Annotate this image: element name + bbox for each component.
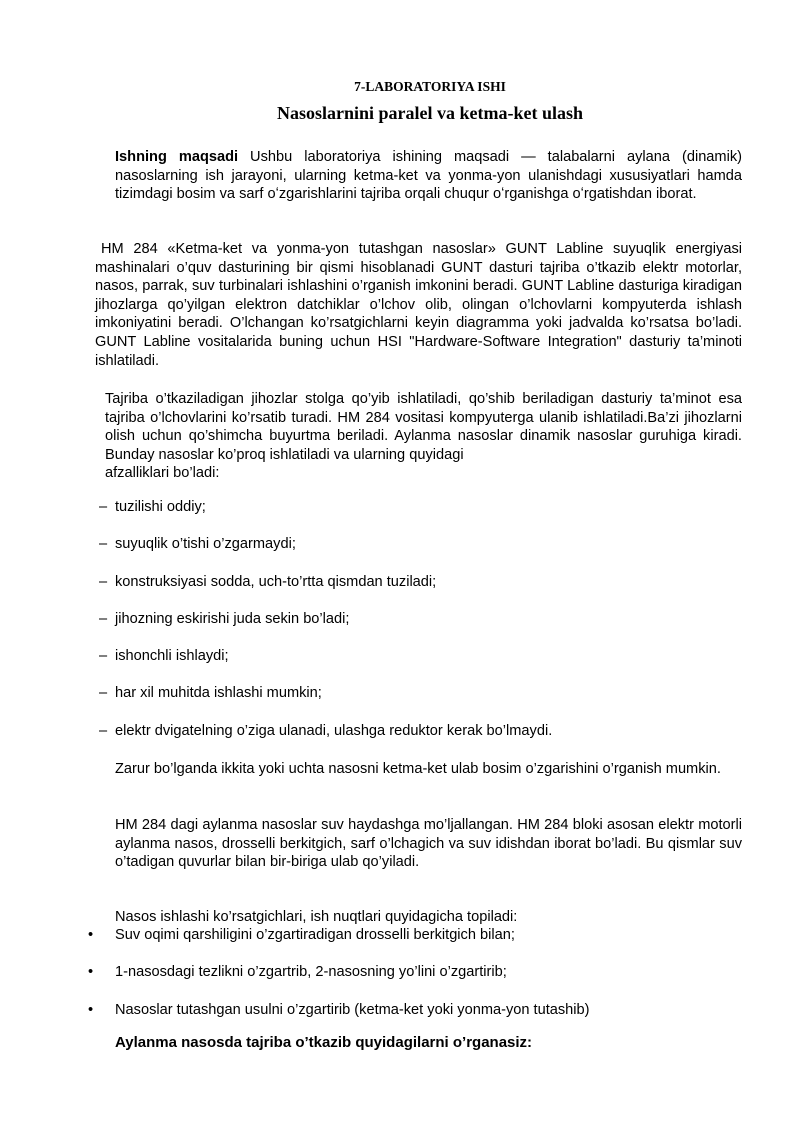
list-item-text: har xil muhitda ishlashi mumkin; (115, 685, 322, 702)
list-item (88, 926, 748, 963)
list-item (99, 535, 749, 572)
list-item (99, 684, 749, 721)
list-item-text: Suv oqimi qarshiligini o’zgartiradigan drosselli berkitgich bilan; (115, 927, 515, 943)
final-heading: Aylanma nasosda tajriba o’tkazib quyidagilarni o’rganasiz: (115, 1034, 533, 1051)
dash-marker: – (99, 536, 108, 553)
goal-paragraph (115, 148, 742, 204)
dash-marker: – (99, 648, 108, 665)
list-item (99, 722, 749, 759)
list-item (99, 573, 749, 610)
operating-points-intro: Nasos ishlashi ko’rsatgichlari, ish nuqtlari quyidagicha topiladi: (115, 909, 518, 925)
advantages-list (99, 498, 749, 759)
list-item (88, 963, 748, 1000)
list-item-text: tuzilishi oddiy; (115, 499, 206, 515)
document-title: Nasoslarnini paralel va ketma-ket ulash (276, 103, 584, 123)
list-item-text: suyuqlik o’tishi o’zgarmaydi; (115, 536, 296, 553)
dash-marker: – (99, 685, 108, 702)
list-item-text: elektr dvigatelning o’ziga ulanadi, ulashga reduktor kerak bo’lmaydi. (115, 722, 553, 739)
dash-marker: – (99, 722, 108, 739)
list-item (88, 1001, 748, 1038)
goal-text: Ushbu laboratoriya ishining maqsadi — talabalarni aylana (dinamik) nasoslarning ish jarayoni, ularning ketma-ket va yonma-yon ulanishdagi xususiyatlari hamda tizimdagi bosim va sarf oʻzgarishlarini tajriba orqali chuqur oʻrganishga oʻrgatishdan iborat. (115, 149, 742, 203)
dash-marker: – (99, 573, 108, 590)
hm284-paragraph: HM 284 dagi aylanma nasoslar suv haydashga mo’ljallangan. HM 284 bloki asosan elektr motorli aylanma nasos, drosselli berkitgich, sarf o’lchagich va suv idishdan iborat bo’ladi. Bu qismlar suv o’tadigan quvurlar bilan bir-biriga ulab qo’yiladi. (115, 817, 742, 871)
equipment-text: Tajriba o’tkaziladigan jihozlar stolga qo’yib ishlatiladi, qo’shib beriladigan dasturiy ta’minot esa tajriba o’lchovlarini ko’rsatib turadi. HM 284 vositasi kompyuterga ulanib ishlatiladi.Ba’zi jihozlarni olish uchun qo’shimcha buyurtma beriladi. Aylanma nasoslar dinamik nasoslar guruhiga kiradi. Bunday nasoslar ko’proq ishlatiladi va ularning quyidagi (105, 391, 742, 463)
intro-paragraph: HM 284 «Ketma-ket va yonma-yon tutashgan nasoslar» GUNT Labline suyuqlik energiyasi mashinalari o’quv dasturining bir qismi hisoblanadi GUNT dasturi tajriba o’tkazib elektr motorlar, nasos, parrak, suv turbinalari ishlashini o’rganish imkonini beradi. GUNT Labline dasturiga kiradigan jihozlarga qo’yilgan elektron datchiklar o’lchov olib, olingan o’lchovlarni kompyuterda ishlash imkoniyatini beradi. O’lchangan ko’rsatgichlarni keyin diagramma yoki jadvalda ko’rsatsa bo’ladi. GUNT Labline vositalarida buning uchun HSI "Hardware-Software Integration" dasturiy ta’minoti ishlatiladi. (95, 241, 742, 369)
dash-marker: – (99, 610, 108, 627)
bullet-marker: • (88, 964, 94, 981)
goal-label: Ishning maqsadi (115, 149, 239, 165)
dash-marker: – (99, 499, 108, 515)
list-item-text: 1-nasosdagi tezlikni o’zgartrib, 2-nasosning yo’lini o’zgartirib; (115, 964, 507, 981)
list-item-text: Nasoslar tutashgan usulni o’zgartirib (ketma-ket yoki yonma-yon tutashib) (115, 1001, 590, 1018)
bullet-marker: • (88, 927, 94, 943)
list-item (99, 647, 749, 684)
list-item-text: konstruksiyasi sodda, uch-to’rtta qismdan tuziladi; (115, 573, 437, 590)
bullet-marker: • (88, 1001, 94, 1018)
list-item-text: jihozning eskirishi juda sekin bo’ladi; (115, 610, 350, 627)
series-connection-paragraph: Zarur bo’lganda ikkita yoki uchta nasosni ketma-ket ulab bosim o’zgarishini o’rganish mumkin. (115, 761, 721, 777)
list-item (99, 498, 749, 535)
equipment-last-line: afzalliklari bo’ladi: (105, 465, 220, 482)
list-item-text: ishonchli ishlaydi; (115, 648, 229, 665)
operating-points-list (88, 926, 748, 1038)
equipment-paragraph (105, 390, 742, 483)
list-item (99, 610, 749, 647)
lab-number-title: 7-LABORATORIYA ISHI (354, 79, 506, 94)
